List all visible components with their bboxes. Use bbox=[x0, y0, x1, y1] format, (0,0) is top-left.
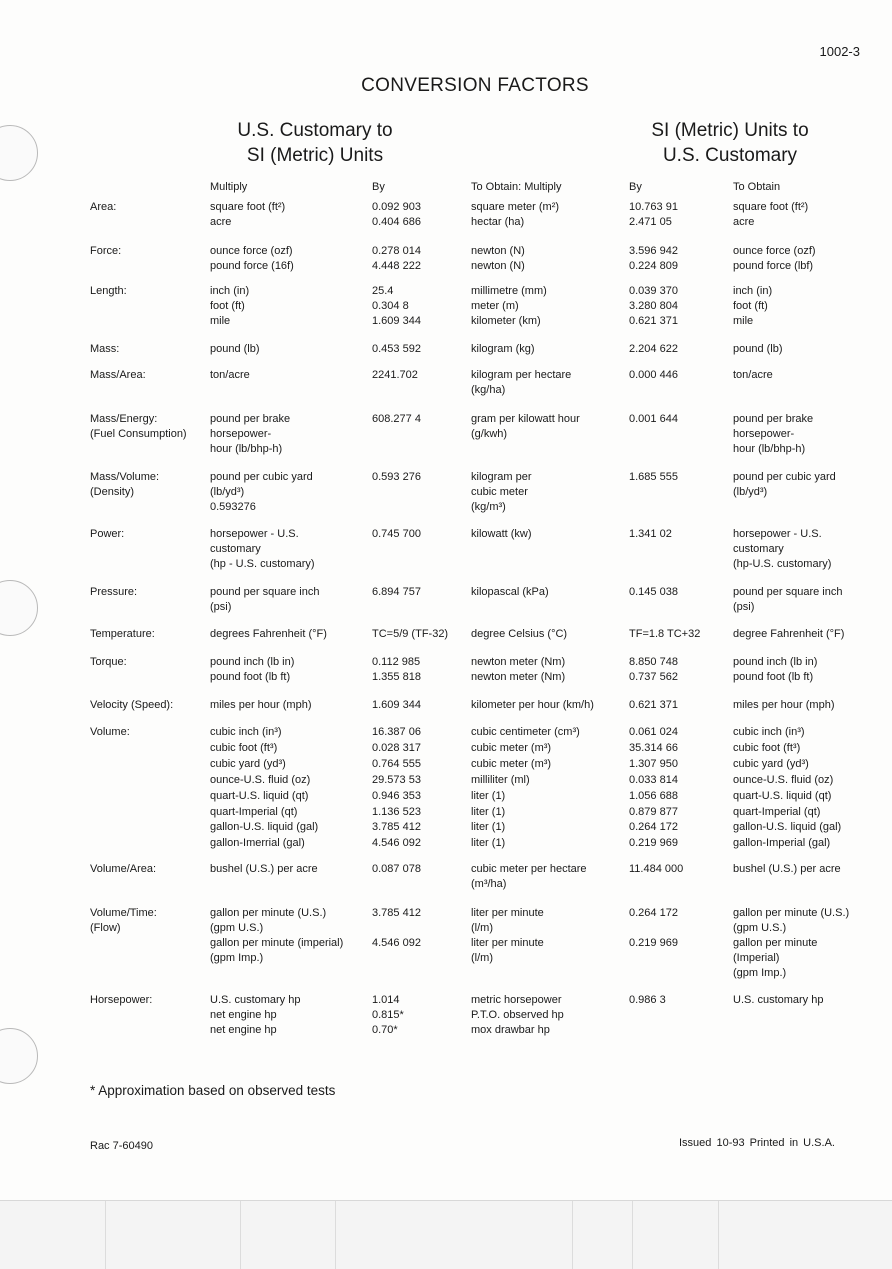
si-factor-cell: 0.621 371 bbox=[629, 699, 678, 711]
category-cell: Torque: bbox=[90, 656, 127, 668]
si-factor-cell: 8.850 748 0.737 562 bbox=[629, 656, 678, 683]
surface-line bbox=[718, 1201, 719, 1269]
us-factor-cell: 3.785 412 4.546 092 bbox=[372, 907, 421, 949]
form-number: Rac 7-60490 bbox=[90, 1140, 153, 1152]
si-factor-cell: 0.039 370 3.280 804 0.621 371 bbox=[629, 285, 678, 327]
category-cell: Mass: bbox=[90, 343, 120, 355]
header-by: By bbox=[372, 181, 385, 193]
si-unit-cell: millimetre (mm) meter (m) kilometer (km) bbox=[471, 285, 547, 327]
us-unit-cell: U.S. customary hp net engine hp net engine hp bbox=[210, 994, 301, 1036]
us-unit-cell: bushel (U.S.) per acre bbox=[210, 863, 318, 875]
us-factor-cell: 1.609 344 bbox=[372, 699, 421, 711]
si-unit-cell: square meter (m²) hectar (ha) bbox=[471, 201, 560, 228]
us-factor-cell: 6.894 757 bbox=[372, 586, 421, 598]
us-factor-cell: 0.087 078 bbox=[372, 863, 421, 875]
result-unit-cell: pound per square inch (psi) bbox=[733, 586, 843, 613]
us-factor-cell: 608.277 4 bbox=[372, 413, 421, 425]
si-factor-cell: 0.061 024 35.314 66 1.307 950 0.033 814 1.056 688 0.879 877 0.264 172 0.219 969 bbox=[629, 726, 678, 850]
us-factor-cell: 0.092 903 0.404 686 bbox=[372, 201, 421, 228]
surface-line bbox=[572, 1201, 573, 1269]
us-unit-cell: degrees Fahrenheit (°F) bbox=[210, 628, 327, 640]
result-unit-cell: degree Fahrenheit (°F) bbox=[733, 628, 845, 640]
footnote: * Approximation based on observed tests bbox=[90, 1083, 336, 1098]
category-cell: Volume/Time: (Flow) bbox=[90, 907, 157, 934]
us-unit-cell: pound per brake horsepower- hour (lb/bhp-h) bbox=[210, 413, 291, 455]
us-unit-cell: miles per hour (mph) bbox=[210, 699, 312, 711]
us-factor-cell: 0.278 014 4.448 222 bbox=[372, 245, 421, 272]
subtitle-right-line: SI (Metric) Units to bbox=[651, 120, 809, 141]
us-unit-cell: gallon per minute (U.S.) (gpm U.S.) gallon per minute (imperial) (gpm Imp.) bbox=[210, 907, 344, 964]
result-unit-cell: horsepower - U.S. customary (hp-U.S. customary) bbox=[733, 528, 832, 570]
si-factor-cell: 11.484 000 bbox=[629, 863, 684, 875]
result-unit-cell: ton/acre bbox=[733, 369, 773, 381]
si-unit-cell: kilogram (kg) bbox=[471, 343, 535, 355]
result-unit-cell: pound (lb) bbox=[733, 343, 783, 355]
us-unit-cell: pound per cubic yard (lb/yd³) 0.593276 bbox=[210, 471, 313, 513]
binder-hole bbox=[0, 125, 38, 181]
category-cell: Volume/Area: bbox=[90, 863, 157, 875]
si-unit-cell: cubic centimeter (cm³) cubic meter (m³) cubic meter (m³) milliliter (ml) liter (1) liter (1) liter (1) liter (1) bbox=[471, 726, 580, 850]
si-unit-cell: gram per kilowatt hour (g/kwh) bbox=[471, 413, 580, 440]
us-unit-cell: pound inch (lb in) pound foot (lb ft) bbox=[210, 656, 295, 683]
category-cell: Volume: bbox=[90, 726, 130, 738]
surface-line bbox=[632, 1201, 633, 1269]
surface-line bbox=[335, 1201, 336, 1269]
us-factor-cell: 16.387 06 0.028 317 0.764 555 29.573 53 0.946 353 1.136 523 3.785 412 4.546 092 bbox=[372, 726, 421, 850]
us-unit-cell: ounce force (ozf) pound force (16f) bbox=[210, 245, 294, 272]
si-factor-cell: 0.000 446 bbox=[629, 369, 678, 381]
us-unit-cell: ton/acre bbox=[210, 369, 250, 381]
si-factor-cell: 1.341 02 bbox=[629, 528, 672, 540]
si-unit-cell: kilowatt (kw) bbox=[471, 528, 532, 540]
subtitle-left-line: U.S. Customary to bbox=[237, 120, 393, 141]
result-unit-cell: square foot (ft²) acre bbox=[733, 201, 809, 228]
header-multiply: Multiply bbox=[210, 181, 248, 193]
us-unit-cell: square foot (ft²) acre bbox=[210, 201, 286, 228]
us-unit-cell: cubic inch (in³) cubic foot (ft³) cubic yard (yd³) ounce-U.S. fluid (oz) quart-U.S. liquid (qt) quart-Imperial (qt) gallon-U.S. liquid (gal) gallon-Imerrial (gal) bbox=[210, 726, 319, 850]
result-unit-cell: pound per cubic yard (lb/yd³) bbox=[733, 471, 836, 498]
us-factor-cell: 0.453 592 bbox=[372, 343, 421, 355]
si-unit-cell: kilopascal (kPa) bbox=[471, 586, 549, 598]
page-number: 1002-3 bbox=[819, 44, 860, 59]
header-by-2: By bbox=[629, 181, 642, 193]
us-factor-cell: TC=5/9 (TF-32) bbox=[372, 628, 449, 640]
surface-line bbox=[105, 1201, 106, 1269]
header-to-obtain-multiply: To Obtain: Multiply bbox=[471, 181, 562, 193]
us-unit-cell: pound (lb) bbox=[210, 343, 260, 355]
si-unit-cell: metric horsepower P.T.O. observed hp mox drawbar hp bbox=[471, 994, 564, 1036]
si-unit-cell: newton meter (Nm) newton meter (Nm) bbox=[471, 656, 566, 683]
si-unit-cell: degree Celsius (°C) bbox=[471, 628, 568, 640]
us-factor-cell: 0.745 700 bbox=[372, 528, 421, 540]
category-cell: Area: bbox=[90, 201, 117, 213]
header-to-obtain: To Obtain bbox=[733, 181, 781, 193]
us-factor-cell: 0.593 276 bbox=[372, 471, 421, 483]
category-cell: Mass/Volume: (Density) bbox=[90, 471, 160, 498]
si-factor-cell: 0.145 038 bbox=[629, 586, 678, 598]
si-unit-cell: liter per minute (l/m) liter per minute (l/m) bbox=[471, 907, 544, 964]
si-factor-cell: 2.204 622 bbox=[629, 343, 678, 355]
si-unit-cell: kilogram per hectare (kg/ha) bbox=[471, 369, 572, 396]
result-unit-cell: U.S. customary hp bbox=[733, 994, 824, 1006]
us-unit-cell: pound per square inch (psi) bbox=[210, 586, 320, 613]
result-unit-cell: miles per hour (mph) bbox=[733, 699, 835, 711]
si-factor-cell: 1.685 555 bbox=[629, 471, 678, 483]
us-unit-cell: horsepower - U.S. customary (hp - U.S. customary) bbox=[210, 528, 315, 570]
category-cell: Mass/Energy: (Fuel Consumption) bbox=[90, 413, 187, 440]
subtitle-left bbox=[200, 118, 430, 168]
binder-hole bbox=[0, 1028, 38, 1084]
category-cell: Power: bbox=[90, 528, 125, 540]
subtitle-left-line: SI (Metric) Units bbox=[246, 145, 384, 166]
category-cell: Length: bbox=[90, 285, 127, 297]
issue-info: Issued 10-93 Printed in U.S.A. bbox=[679, 1137, 835, 1149]
si-factor-cell: 3.596 942 0.224 809 bbox=[629, 245, 678, 272]
us-factor-cell: 1.014 0.815* 0.70* bbox=[372, 994, 404, 1036]
si-factor-cell: 0.264 172 0.219 969 bbox=[629, 907, 678, 949]
category-cell: Temperature: bbox=[90, 628, 155, 640]
si-unit-cell: kilogram per cubic meter (kg/m³) bbox=[471, 471, 532, 513]
si-factor-cell: 10.763 91 2.471 05 bbox=[629, 201, 678, 228]
category-cell: Mass/Area: bbox=[90, 369, 146, 381]
result-unit-cell: ounce force (ozf) pound force (lbf) bbox=[733, 245, 816, 272]
us-factor-cell: 25.4 0.304 8 1.609 344 bbox=[372, 285, 421, 327]
subtitle-right bbox=[630, 118, 830, 168]
category-cell: Horsepower: bbox=[90, 994, 153, 1006]
background-surface bbox=[0, 1200, 892, 1269]
us-factor-cell: 0.112 985 1.355 818 bbox=[372, 656, 421, 683]
si-factor-cell: 0.986 3 bbox=[629, 994, 666, 1006]
result-unit-cell: pound inch (lb in) pound foot (lb ft) bbox=[733, 656, 818, 683]
result-unit-cell: pound per brake horsepower- hour (lb/bhp-h) bbox=[733, 413, 814, 455]
result-unit-cell: bushel (U.S.) per acre bbox=[733, 863, 841, 875]
si-unit-cell: kilometer per hour (km/h) bbox=[471, 699, 594, 711]
binder-hole bbox=[0, 580, 38, 636]
result-unit-cell: gallon per minute (U.S.) (gpm U.S.) gallon per minute (Imperial) (gpm Imp.) bbox=[733, 907, 850, 979]
result-unit-cell: cubic inch (in³) cubic foot (ft³) cubic yard (yd³) ounce-U.S. fluid (oz) quart-U.S. liquid (qt) quart-Imperial (qt) gallon-U.S. liquid (gal) gallon-Imperial (gal) bbox=[733, 726, 842, 850]
us-factor-cell: 2241.702 bbox=[372, 369, 418, 381]
si-factor-cell: TF=1.8 TC+32 bbox=[629, 628, 701, 640]
category-cell: Velocity (Speed): bbox=[90, 699, 174, 711]
si-factor-cell: 0.001 644 bbox=[629, 413, 678, 425]
us-unit-cell: inch (in) foot (ft) mile bbox=[210, 285, 250, 327]
category-cell: Force: bbox=[90, 245, 122, 257]
category-cell: Pressure: bbox=[90, 586, 138, 598]
subtitle-right-line: U.S. Customary bbox=[662, 145, 798, 166]
si-unit-cell: cubic meter per hectare (m³/ha) bbox=[471, 863, 587, 890]
result-unit-cell: inch (in) foot (ft) mile bbox=[733, 285, 773, 327]
si-unit-cell: newton (N) newton (N) bbox=[471, 245, 525, 272]
surface-line bbox=[240, 1201, 241, 1269]
page-title: CONVERSION FACTORS bbox=[361, 75, 589, 96]
